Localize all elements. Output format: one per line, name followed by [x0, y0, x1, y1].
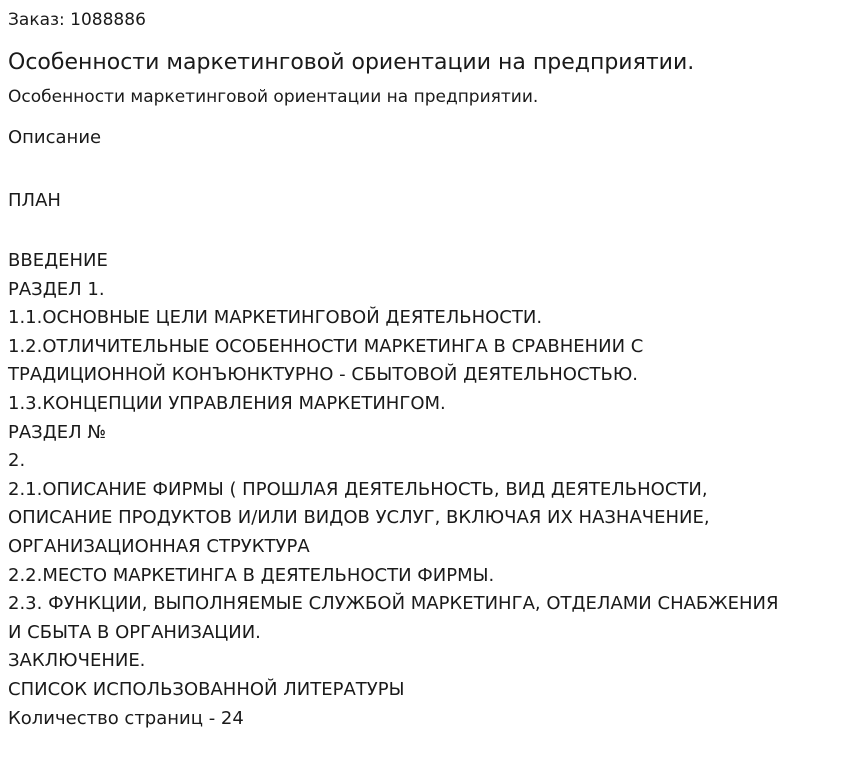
toc-line: 2.	[8, 450, 26, 472]
toc-line: РАЗДЕЛ 1.	[8, 278, 105, 300]
page-count: Количество страниц - 24	[8, 707, 244, 729]
page-subtitle: Особенности маркетинговой ориентации на предприятии.	[8, 87, 539, 107]
toc-line: ЗАКЛЮЧЕНИЕ.	[8, 650, 146, 672]
toc-line: 2.3. ФУНКЦИИ, ВЫПОЛНЯЕМЫЕ СЛУЖБОЙ МАРКЕТИНГА, ОТДЕЛАМИ СНАБЖЕНИЯ	[8, 593, 779, 615]
order-number: Заказ: 1088886	[8, 10, 146, 30]
toc-line: 1.2.ОТЛИЧИТЕЛЬНЫЕ ОСОБЕННОСТИ МАРКЕТИНГА В СРАВНЕНИИ С	[8, 335, 644, 357]
table-of-contents	[8, 247, 838, 705]
toc-line: 2.1.ОПИСАНИЕ ФИРМЫ ( ПРОШЛАЯ ДЕЯТЕЛЬНОСТЬ, ВИД ДЕЯТЕЛЬНОСТИ,	[8, 478, 708, 500]
document-page	[8, 0, 838, 733]
toc-line: ВВЕДЕНИЕ	[8, 250, 108, 271]
toc-line: ОПИСАНИЕ ПРОДУКТОВ И/ИЛИ ВИДОВ УСЛУГ, ВКЛЮЧАЯ ИХ НАЗНАЧЕНИЕ,	[8, 507, 710, 529]
toc-line: СПИСОК ИСПОЛЬЗОВАННОЙ ЛИТЕРАТУРЫ	[8, 678, 405, 700]
toc-line: 1.1.ОСНОВНЫЕ ЦЕЛИ МАРКЕТИНГОВОЙ ДЕЯТЕЛЬНОСТИ.	[8, 307, 543, 329]
description-heading: Описание	[8, 127, 102, 148]
page-title: Особенности маркетинговой ориентации на предприятии.	[8, 50, 695, 75]
toc-line: РАЗДЕЛ №	[8, 421, 107, 443]
toc-line: 2.2.МЕСТО МАРКЕТИНГА В ДЕЯТЕЛЬНОСТИ ФИРМЫ.	[8, 564, 495, 586]
plan-heading: ПЛАН	[8, 190, 61, 211]
toc-line: И СБЫТА В ОРГАНИЗАЦИИ.	[8, 621, 261, 643]
toc-line: ТРАДИЦИОННОЙ КОНЪЮНКТУРНО - СБЫТОВОЙ ДЕЯТЕЛЬНОСТЬЮ.	[8, 364, 639, 386]
toc-line: 1.3.КОНЦЕПЦИИ УПРАВЛЕНИЯ МАРКЕТИНГОМ.	[8, 392, 446, 414]
toc-line: ОРГАНИЗАЦИОННАЯ СТРУКТУРА	[8, 535, 310, 557]
